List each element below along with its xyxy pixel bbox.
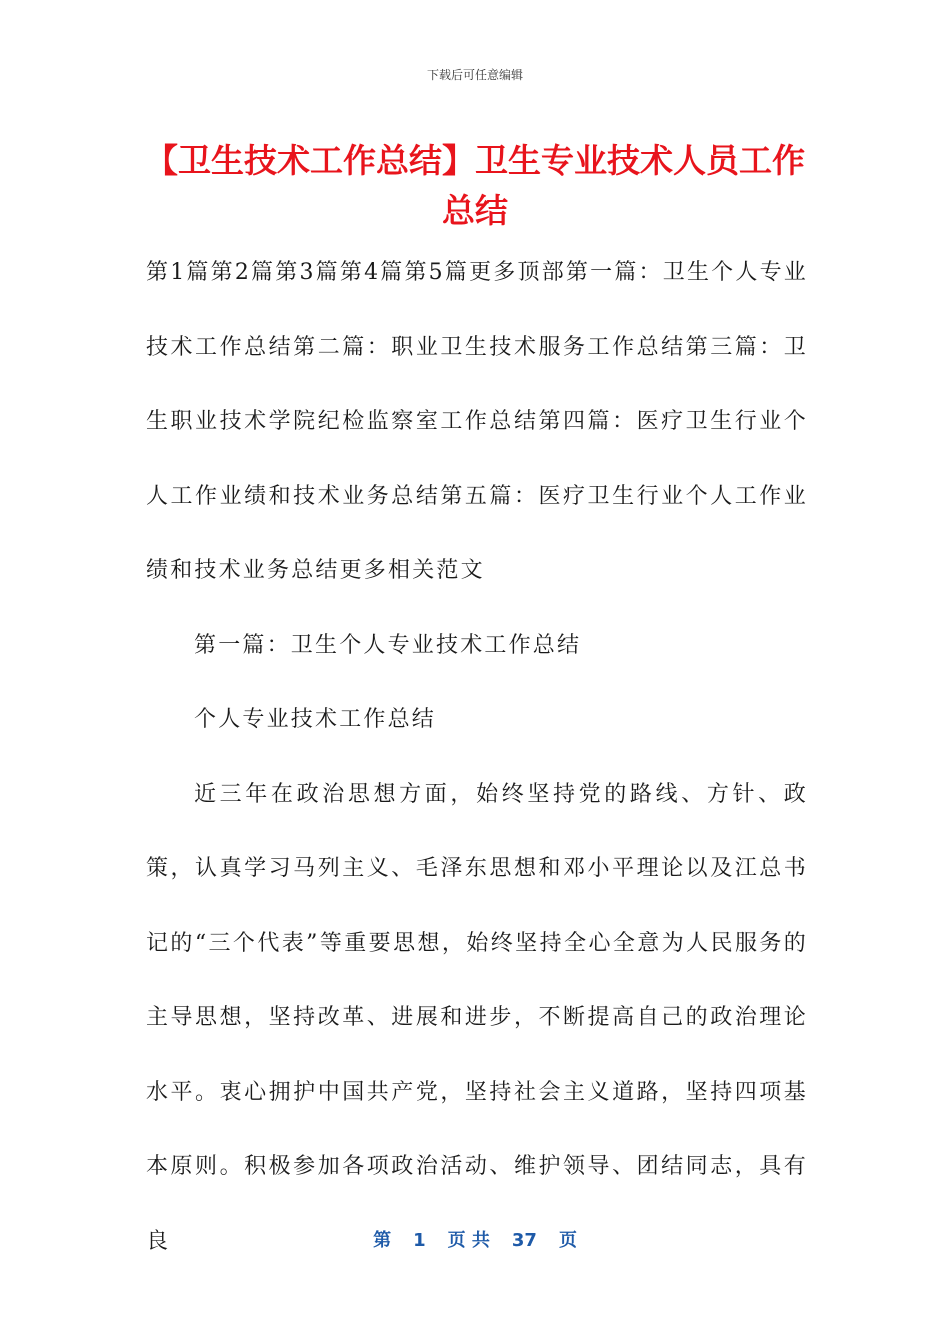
section-subheading: 个人专业技术工作总结 (194, 707, 437, 732)
page-title: 【卫生技术工作总结】卫生专业技术人员工作总结 (145, 141, 805, 230)
footer-page-number: 1 (413, 1230, 426, 1251)
page-footer (0, 1226, 950, 1252)
footer-suffix: 页 (558, 1230, 577, 1251)
footer-middle: 页 共 (447, 1230, 490, 1251)
document-body (146, 236, 808, 1279)
section-heading: 第一篇：卫生个人专业技术工作总结 (194, 632, 582, 658)
header-note: 下载后可任意编辑 (426, 68, 523, 82)
body-paragraph: 近三年在政治思想方面，始终坚持党的路线、方针、政策，认真学习马列主义、毛泽东思想和邓小平理论以及江总书记的“三个代表”等重要思想，始终坚持全心全意为人民服务的主导思想，坚持改革、进展和进步，不断提高自己的政治理论水平。衷心拥护中国共产党，坚持社会主义道路，坚持四项基本原则。积极参加各项政治活动、维护领导、团结同志，具有良 (146, 781, 808, 1254)
footer-total-pages: 37 (511, 1230, 537, 1251)
footer-prefix: 第 (373, 1230, 392, 1251)
table-of-contents-paragraph: 第1篇第2篇第3篇第4篇第5篇更多顶部第一篇：卫生个人专业技术工作总结第二篇：职业卫生技术服务工作总结第三篇：卫生职业技术学院纪检监察室工作总结第四篇：医疗卫生行业个人工作业绩和技术业务总结第五篇：医疗卫生行业个人工作业绩和技术业务总结更多相关范文 (146, 260, 808, 583)
